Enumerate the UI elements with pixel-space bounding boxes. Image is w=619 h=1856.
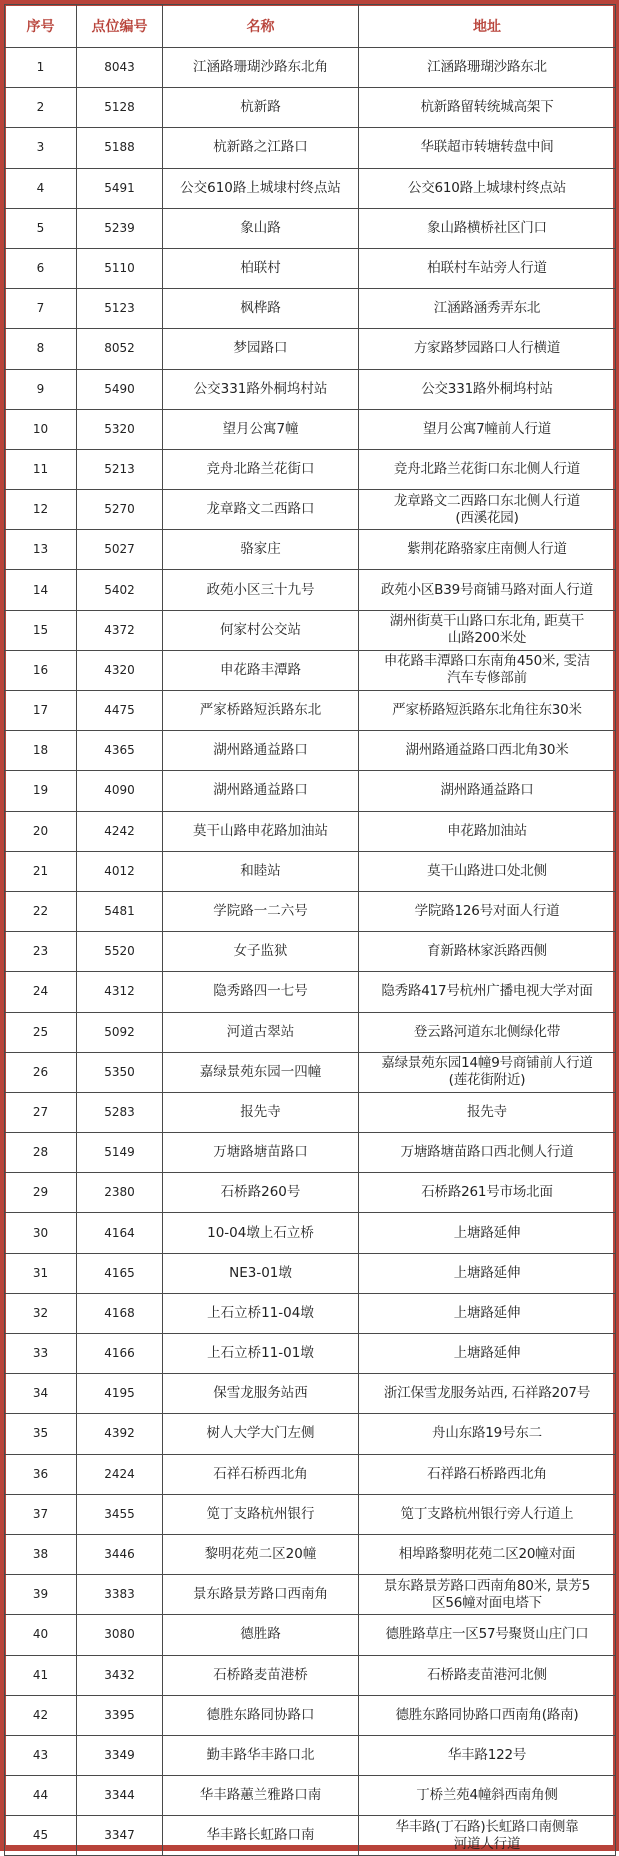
table-row bbox=[5, 1133, 616, 1173]
cell-name: 上石立桥11-01墩 bbox=[163, 1334, 359, 1374]
cell-code: 4168 bbox=[77, 1293, 163, 1333]
cell-code: 5110 bbox=[77, 248, 163, 288]
table-row bbox=[5, 1052, 616, 1092]
cell-address: 德胜路草庄一区57号聚贤山庄门口 bbox=[359, 1615, 616, 1655]
cell-address: 上塘路延伸 bbox=[359, 1253, 616, 1293]
cell-name: 河道古翠站 bbox=[163, 1012, 359, 1052]
cell-name: 杭新路之江路口 bbox=[163, 128, 359, 168]
cell-name: 和睦站 bbox=[163, 851, 359, 891]
header-address: 地址 bbox=[359, 5, 616, 48]
cell-address: 报先寺 bbox=[359, 1092, 616, 1132]
table-row bbox=[5, 530, 616, 570]
cell-index: 14 bbox=[5, 570, 77, 610]
cell-name: 龙章路文二西路口 bbox=[163, 490, 359, 530]
table-row bbox=[5, 1534, 616, 1574]
cell-index: 32 bbox=[5, 1293, 77, 1333]
cell-address: 丁桥兰苑4幢斜西南角侧 bbox=[359, 1776, 616, 1816]
cell-address: 浙江保雪龙服务站西, 石祥路207号 bbox=[359, 1374, 616, 1414]
cell-code: 3455 bbox=[77, 1494, 163, 1534]
cell-code: 3383 bbox=[77, 1575, 163, 1615]
cell-name: 申花路丰潭路 bbox=[163, 650, 359, 690]
table-row bbox=[5, 48, 616, 88]
cell-code: 5490 bbox=[77, 369, 163, 409]
table-row bbox=[5, 1414, 616, 1454]
cell-code: 4090 bbox=[77, 771, 163, 811]
cell-address: 方家路梦园路口人行横道 bbox=[359, 329, 616, 369]
cell-index: 7 bbox=[5, 289, 77, 329]
cell-index: 1 bbox=[5, 48, 77, 88]
cell-index: 23 bbox=[5, 932, 77, 972]
cell-code: 4365 bbox=[77, 731, 163, 771]
cell-name: 政苑小区三十九号 bbox=[163, 570, 359, 610]
cell-code: 3347 bbox=[77, 1816, 163, 1856]
cell-index: 44 bbox=[5, 1776, 77, 1816]
cell-code: 5402 bbox=[77, 570, 163, 610]
cell-name: 上石立桥11-04墩 bbox=[163, 1293, 359, 1333]
cell-index: 21 bbox=[5, 851, 77, 891]
cell-code: 3349 bbox=[77, 1735, 163, 1775]
cell-index: 12 bbox=[5, 490, 77, 530]
cell-index: 5 bbox=[5, 208, 77, 248]
table-row bbox=[5, 811, 616, 851]
cell-code: 5320 bbox=[77, 409, 163, 449]
cell-index: 20 bbox=[5, 811, 77, 851]
cell-index: 31 bbox=[5, 1253, 77, 1293]
table-header-row bbox=[5, 5, 616, 48]
table-row bbox=[5, 891, 616, 931]
cell-address: 嘉绿景苑东园14幢9号商铺前人行道 (莲花街附近) bbox=[359, 1052, 616, 1092]
table-row bbox=[5, 1173, 616, 1213]
cell-index: 9 bbox=[5, 369, 77, 409]
table-row bbox=[5, 972, 616, 1012]
cell-name: 严家桥路短浜路东北 bbox=[163, 691, 359, 731]
cell-address: 江涵路珊瑚沙路东北 bbox=[359, 48, 616, 88]
cell-code: 5128 bbox=[77, 88, 163, 128]
cell-address: 申花路加油站 bbox=[359, 811, 616, 851]
cell-address: 象山路横桥社区门口 bbox=[359, 208, 616, 248]
cell-name: 华丰路长虹路口南 bbox=[163, 1816, 359, 1856]
cell-name: 梦园路口 bbox=[163, 329, 359, 369]
table-row bbox=[5, 570, 616, 610]
cell-index: 45 bbox=[5, 1816, 77, 1856]
table-row bbox=[5, 1655, 616, 1695]
cell-code: 8052 bbox=[77, 329, 163, 369]
cell-name: 枫桦路 bbox=[163, 289, 359, 329]
cell-index: 36 bbox=[5, 1454, 77, 1494]
table-row bbox=[5, 329, 616, 369]
table-row bbox=[5, 1253, 616, 1293]
cell-code: 4166 bbox=[77, 1334, 163, 1374]
table-row bbox=[5, 1816, 616, 1856]
table-row bbox=[5, 1695, 616, 1735]
cell-code: 5283 bbox=[77, 1092, 163, 1132]
cell-index: 11 bbox=[5, 449, 77, 489]
cell-address: 政苑小区B39号商铺马路对面人行道 bbox=[359, 570, 616, 610]
cell-code: 3446 bbox=[77, 1534, 163, 1574]
cell-name: 望月公寓7幢 bbox=[163, 409, 359, 449]
cell-address: 竞舟北路兰花街口东北侧人行道 bbox=[359, 449, 616, 489]
cell-code: 4312 bbox=[77, 972, 163, 1012]
table-row bbox=[5, 1494, 616, 1534]
cell-code: 8043 bbox=[77, 48, 163, 88]
cell-address: 严家桥路短浜路东北角往东30米 bbox=[359, 691, 616, 731]
table-row bbox=[5, 731, 616, 771]
cell-code: 4320 bbox=[77, 650, 163, 690]
cell-code: 4165 bbox=[77, 1253, 163, 1293]
cell-code: 5520 bbox=[77, 932, 163, 972]
cell-index: 22 bbox=[5, 891, 77, 931]
cell-code: 2380 bbox=[77, 1173, 163, 1213]
cell-name: 笕丁支路杭州银行 bbox=[163, 1494, 359, 1534]
cell-code: 5350 bbox=[77, 1052, 163, 1092]
cell-name: 杭新路 bbox=[163, 88, 359, 128]
cell-address: 德胜东路同协路口西南角(路南) bbox=[359, 1695, 616, 1735]
table-row bbox=[5, 1293, 616, 1333]
cell-address: 华联超市转塘转盘中间 bbox=[359, 128, 616, 168]
cell-index: 42 bbox=[5, 1695, 77, 1735]
cell-name: 石桥路麦苗港桥 bbox=[163, 1655, 359, 1695]
cell-index: 6 bbox=[5, 248, 77, 288]
cell-address: 隐秀路417号杭州广播电视大学对面 bbox=[359, 972, 616, 1012]
cell-index: 30 bbox=[5, 1213, 77, 1253]
cell-index: 33 bbox=[5, 1334, 77, 1374]
cell-address: 柏联村车站旁人行道 bbox=[359, 248, 616, 288]
cell-code: 5270 bbox=[77, 490, 163, 530]
cell-index: 2 bbox=[5, 88, 77, 128]
cell-address: 学院路126号对面人行道 bbox=[359, 891, 616, 931]
cell-index: 19 bbox=[5, 771, 77, 811]
cell-name: 报先寺 bbox=[163, 1092, 359, 1132]
cell-address: 上塘路延伸 bbox=[359, 1334, 616, 1374]
cell-index: 35 bbox=[5, 1414, 77, 1454]
cell-address: 杭新路留转统城高架下 bbox=[359, 88, 616, 128]
cell-name: 10-04墩上石立桥 bbox=[163, 1213, 359, 1253]
cell-address: 湖州街莫干山路口东北角, 距莫干 山路200米处 bbox=[359, 610, 616, 650]
table-row bbox=[5, 1092, 616, 1132]
cell-name: 女子监狱 bbox=[163, 932, 359, 972]
cell-address: 石桥路261号市场北面 bbox=[359, 1173, 616, 1213]
cell-name: 骆家庄 bbox=[163, 530, 359, 570]
cell-index: 3 bbox=[5, 128, 77, 168]
cell-code: 4012 bbox=[77, 851, 163, 891]
cell-name: 柏联村 bbox=[163, 248, 359, 288]
cell-code: 4195 bbox=[77, 1374, 163, 1414]
cell-name: 景东路景芳路口西南角 bbox=[163, 1575, 359, 1615]
cell-code: 5239 bbox=[77, 208, 163, 248]
cell-address: 万塘路塘苗路口西北侧人行道 bbox=[359, 1133, 616, 1173]
cell-name: 德胜路 bbox=[163, 1615, 359, 1655]
cell-name: 石祥石桥西北角 bbox=[163, 1454, 359, 1494]
cell-address: 湖州路通益路口西北角30米 bbox=[359, 731, 616, 771]
table-row bbox=[5, 932, 616, 972]
cell-code: 3432 bbox=[77, 1655, 163, 1695]
cell-address: 申花路丰潭路口东南角450米, 雯洁 汽车专修部前 bbox=[359, 650, 616, 690]
cell-address: 公交610路上城埭村终点站 bbox=[359, 168, 616, 208]
cell-index: 37 bbox=[5, 1494, 77, 1534]
table-row bbox=[5, 248, 616, 288]
cell-address: 石祥路石桥路西北角 bbox=[359, 1454, 616, 1494]
cell-index: 4 bbox=[5, 168, 77, 208]
table-row bbox=[5, 409, 616, 449]
cell-code: 4392 bbox=[77, 1414, 163, 1454]
cell-code: 5213 bbox=[77, 449, 163, 489]
cell-address: 紫荆花路骆家庄南侧人行道 bbox=[359, 530, 616, 570]
cell-address: 笕丁支路杭州银行旁人行道上 bbox=[359, 1494, 616, 1534]
cell-index: 13 bbox=[5, 530, 77, 570]
cell-address: 景东路景芳路口西南角80米, 景芳5 区56幢对面电塔下 bbox=[359, 1575, 616, 1615]
cell-address: 登云路河道东北侧绿化带 bbox=[359, 1012, 616, 1052]
location-table bbox=[4, 4, 616, 1856]
cell-name: 莫干山路申花路加油站 bbox=[163, 811, 359, 851]
cell-index: 25 bbox=[5, 1012, 77, 1052]
cell-index: 24 bbox=[5, 972, 77, 1012]
cell-address: 育新路林家浜路西侧 bbox=[359, 932, 616, 972]
table-row bbox=[5, 691, 616, 731]
table-row bbox=[5, 208, 616, 248]
cell-code: 5188 bbox=[77, 128, 163, 168]
cell-address: 湖州路通益路口 bbox=[359, 771, 616, 811]
cell-code: 5092 bbox=[77, 1012, 163, 1052]
cell-name: 湖州路通益路口 bbox=[163, 731, 359, 771]
header-code: 点位编号 bbox=[77, 5, 163, 48]
cell-name: 树人大学大门左侧 bbox=[163, 1414, 359, 1454]
cell-index: 34 bbox=[5, 1374, 77, 1414]
cell-index: 15 bbox=[5, 610, 77, 650]
cell-address: 望月公寓7幢前人行道 bbox=[359, 409, 616, 449]
cell-index: 8 bbox=[5, 329, 77, 369]
cell-index: 17 bbox=[5, 691, 77, 731]
cell-name: 何家村公交站 bbox=[163, 610, 359, 650]
cell-address: 华丰路122号 bbox=[359, 1735, 616, 1775]
cell-index: 29 bbox=[5, 1173, 77, 1213]
table-row bbox=[5, 1454, 616, 1494]
cell-name: 石桥路260号 bbox=[163, 1173, 359, 1213]
cell-code: 5123 bbox=[77, 289, 163, 329]
cell-code: 3080 bbox=[77, 1615, 163, 1655]
cell-name: 隐秀路四一七号 bbox=[163, 972, 359, 1012]
cell-address: 上塘路延伸 bbox=[359, 1293, 616, 1333]
cell-code: 4164 bbox=[77, 1213, 163, 1253]
cell-name: 德胜东路同协路口 bbox=[163, 1695, 359, 1735]
table-row bbox=[5, 128, 616, 168]
cell-address: 龙章路文二西路口东北侧人行道 (西溪花园) bbox=[359, 490, 616, 530]
cell-name: 万塘路塘苗路口 bbox=[163, 1133, 359, 1173]
cell-address: 江涵路涵秀弄东北 bbox=[359, 289, 616, 329]
header-index: 序号 bbox=[5, 5, 77, 48]
cell-address: 上塘路延伸 bbox=[359, 1213, 616, 1253]
cell-code: 2424 bbox=[77, 1454, 163, 1494]
header-name: 名称 bbox=[163, 5, 359, 48]
cell-name: 公交610路上城埭村终点站 bbox=[163, 168, 359, 208]
table-row bbox=[5, 1374, 616, 1414]
cell-name: 勤丰路华丰路口北 bbox=[163, 1735, 359, 1775]
cell-name: 黎明花苑二区20幢 bbox=[163, 1534, 359, 1574]
cell-code: 4242 bbox=[77, 811, 163, 851]
cell-index: 43 bbox=[5, 1735, 77, 1775]
cell-code: 4475 bbox=[77, 691, 163, 731]
table-row bbox=[5, 490, 616, 530]
table-row bbox=[5, 610, 616, 650]
cell-address: 华丰路(丁石路)长虹路口南侧靠 河道人行道 bbox=[359, 1816, 616, 1856]
cell-index: 26 bbox=[5, 1052, 77, 1092]
cell-index: 39 bbox=[5, 1575, 77, 1615]
cell-name: 竞舟北路兰花街口 bbox=[163, 449, 359, 489]
cell-address: 莫干山路进口处北侧 bbox=[359, 851, 616, 891]
cell-code: 5491 bbox=[77, 168, 163, 208]
cell-name: 江涵路珊瑚沙路东北角 bbox=[163, 48, 359, 88]
table-row bbox=[5, 1334, 616, 1374]
cell-index: 27 bbox=[5, 1092, 77, 1132]
cell-index: 40 bbox=[5, 1615, 77, 1655]
cell-name: 象山路 bbox=[163, 208, 359, 248]
cell-address: 石桥路麦苗港河北侧 bbox=[359, 1655, 616, 1695]
cell-code: 3395 bbox=[77, 1695, 163, 1735]
cell-index: 10 bbox=[5, 409, 77, 449]
cell-name: 华丰路蕙兰雅路口南 bbox=[163, 1776, 359, 1816]
table-row bbox=[5, 289, 616, 329]
cell-code: 5149 bbox=[77, 1133, 163, 1173]
table-row bbox=[5, 851, 616, 891]
table-row bbox=[5, 1012, 616, 1052]
cell-name: 保雪龙服务站西 bbox=[163, 1374, 359, 1414]
cell-code: 4372 bbox=[77, 610, 163, 650]
cell-index: 38 bbox=[5, 1534, 77, 1574]
table-row bbox=[5, 1615, 616, 1655]
table-row bbox=[5, 88, 616, 128]
cell-name: 湖州路通益路口 bbox=[163, 771, 359, 811]
table-row bbox=[5, 771, 616, 811]
cell-name: 学院路一二六号 bbox=[163, 891, 359, 931]
cell-index: 16 bbox=[5, 650, 77, 690]
table-row bbox=[5, 1575, 616, 1615]
table-row bbox=[5, 1735, 616, 1775]
cell-name: 嘉绿景苑东园一四幢 bbox=[163, 1052, 359, 1092]
cell-code: 5027 bbox=[77, 530, 163, 570]
cell-code: 5481 bbox=[77, 891, 163, 931]
cell-address: 公交331路外桐坞村站 bbox=[359, 369, 616, 409]
cell-index: 18 bbox=[5, 731, 77, 771]
cell-address: 相埠路黎明花苑二区20幢对面 bbox=[359, 1534, 616, 1574]
table-row bbox=[5, 650, 616, 690]
table-row bbox=[5, 1213, 616, 1253]
cell-index: 41 bbox=[5, 1655, 77, 1695]
cell-index: 28 bbox=[5, 1133, 77, 1173]
table-row bbox=[5, 449, 616, 489]
table-row bbox=[5, 168, 616, 208]
table-row bbox=[5, 1776, 616, 1816]
cell-name: 公交331路外桐坞村站 bbox=[163, 369, 359, 409]
table-body bbox=[5, 48, 616, 1856]
table-row bbox=[5, 369, 616, 409]
cell-name: NE3-01墩 bbox=[163, 1253, 359, 1293]
cell-code: 3344 bbox=[77, 1776, 163, 1816]
cell-address: 舟山东路19号东二 bbox=[359, 1414, 616, 1454]
